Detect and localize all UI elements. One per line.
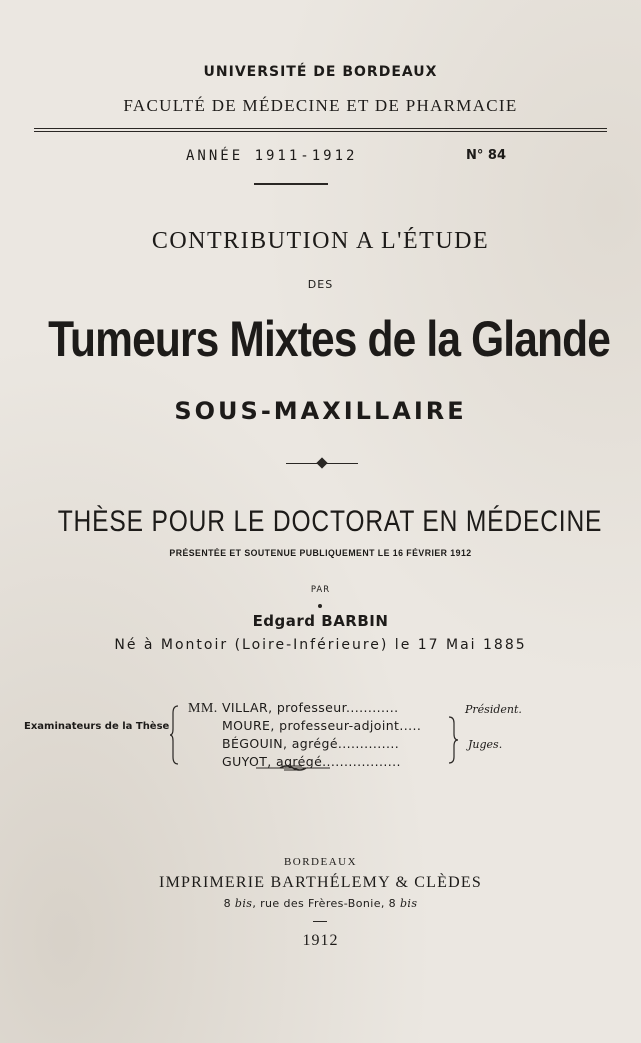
main-title: Tumeurs Mixtes de la Glande (48, 311, 611, 367)
faculty-name: FACULTÉ DE MÉDECINE ET DE PHARMACIE (123, 96, 518, 115)
jury-member-row (188, 700, 421, 718)
contribution-heading: CONTRIBUTION A L'ÉTUDE (151, 228, 490, 254)
jury-member: VILLAR, professeur............ (221, 700, 399, 715)
short-rule (254, 183, 328, 185)
jury-member: MOURE, professeur-adjoint..... (222, 718, 422, 733)
mm-abbrev: MM. (188, 701, 218, 716)
printer-city: BORDEAUX (283, 856, 358, 868)
address-bis: bis (234, 897, 253, 910)
small-dash (313, 921, 327, 922)
university-name: UNIVERSITÉ DE BORDEAUX (203, 64, 438, 80)
left-brace (170, 705, 182, 765)
publication-year: 1912 (302, 932, 339, 949)
printer-name: IMPRIMERIE BARTHÉLEMY & CLÈDES (159, 874, 482, 891)
ornament-dot (318, 604, 322, 608)
ornament-diamond (316, 457, 327, 468)
author-name: Edgard BARBIN (252, 612, 389, 630)
jury-member-row (188, 718, 421, 736)
subtitle: SOUS-MAXILLAIRE (174, 397, 467, 425)
thesis-heading: THÈSE POUR LE DOCTORAT EN MÉDECINE (57, 505, 603, 538)
jury-member: BÉGOUIN, agrégé.............. (222, 736, 400, 751)
birth-info: Né à Montoir (Loire-Inférieure) le 17 Mai 1885 (114, 637, 527, 653)
presented-line: PRÉSENTÉE ET SOUTENUE PUBLIQUEMENT LE 16 FÉVRIER 1912 (169, 548, 472, 559)
year-row (0, 148, 641, 168)
double-rule (34, 128, 607, 132)
jury-member-row (188, 736, 421, 754)
examiners-label: Examinateurs de la Thèse (24, 721, 170, 732)
academic-year: ANNÉE 1911-1912 (186, 148, 358, 164)
jury-list (188, 700, 421, 772)
printer-ornament (256, 764, 330, 772)
jury-member: GUYOT, agrégé.................. (222, 754, 401, 769)
thesis-number: N° 84 (466, 148, 506, 163)
address-street: , rue des Frères-Bonie, (252, 897, 385, 910)
address-number: 8 (388, 897, 397, 910)
par-word: PAR (310, 585, 331, 595)
address-number: 8 (223, 897, 232, 910)
judges-role: Juges. (468, 738, 503, 751)
printer-address (0, 897, 641, 910)
des-word: DES (307, 278, 334, 291)
president-role: Président. (465, 703, 522, 716)
right-brace (447, 716, 459, 764)
address-bis: bis (399, 897, 418, 910)
